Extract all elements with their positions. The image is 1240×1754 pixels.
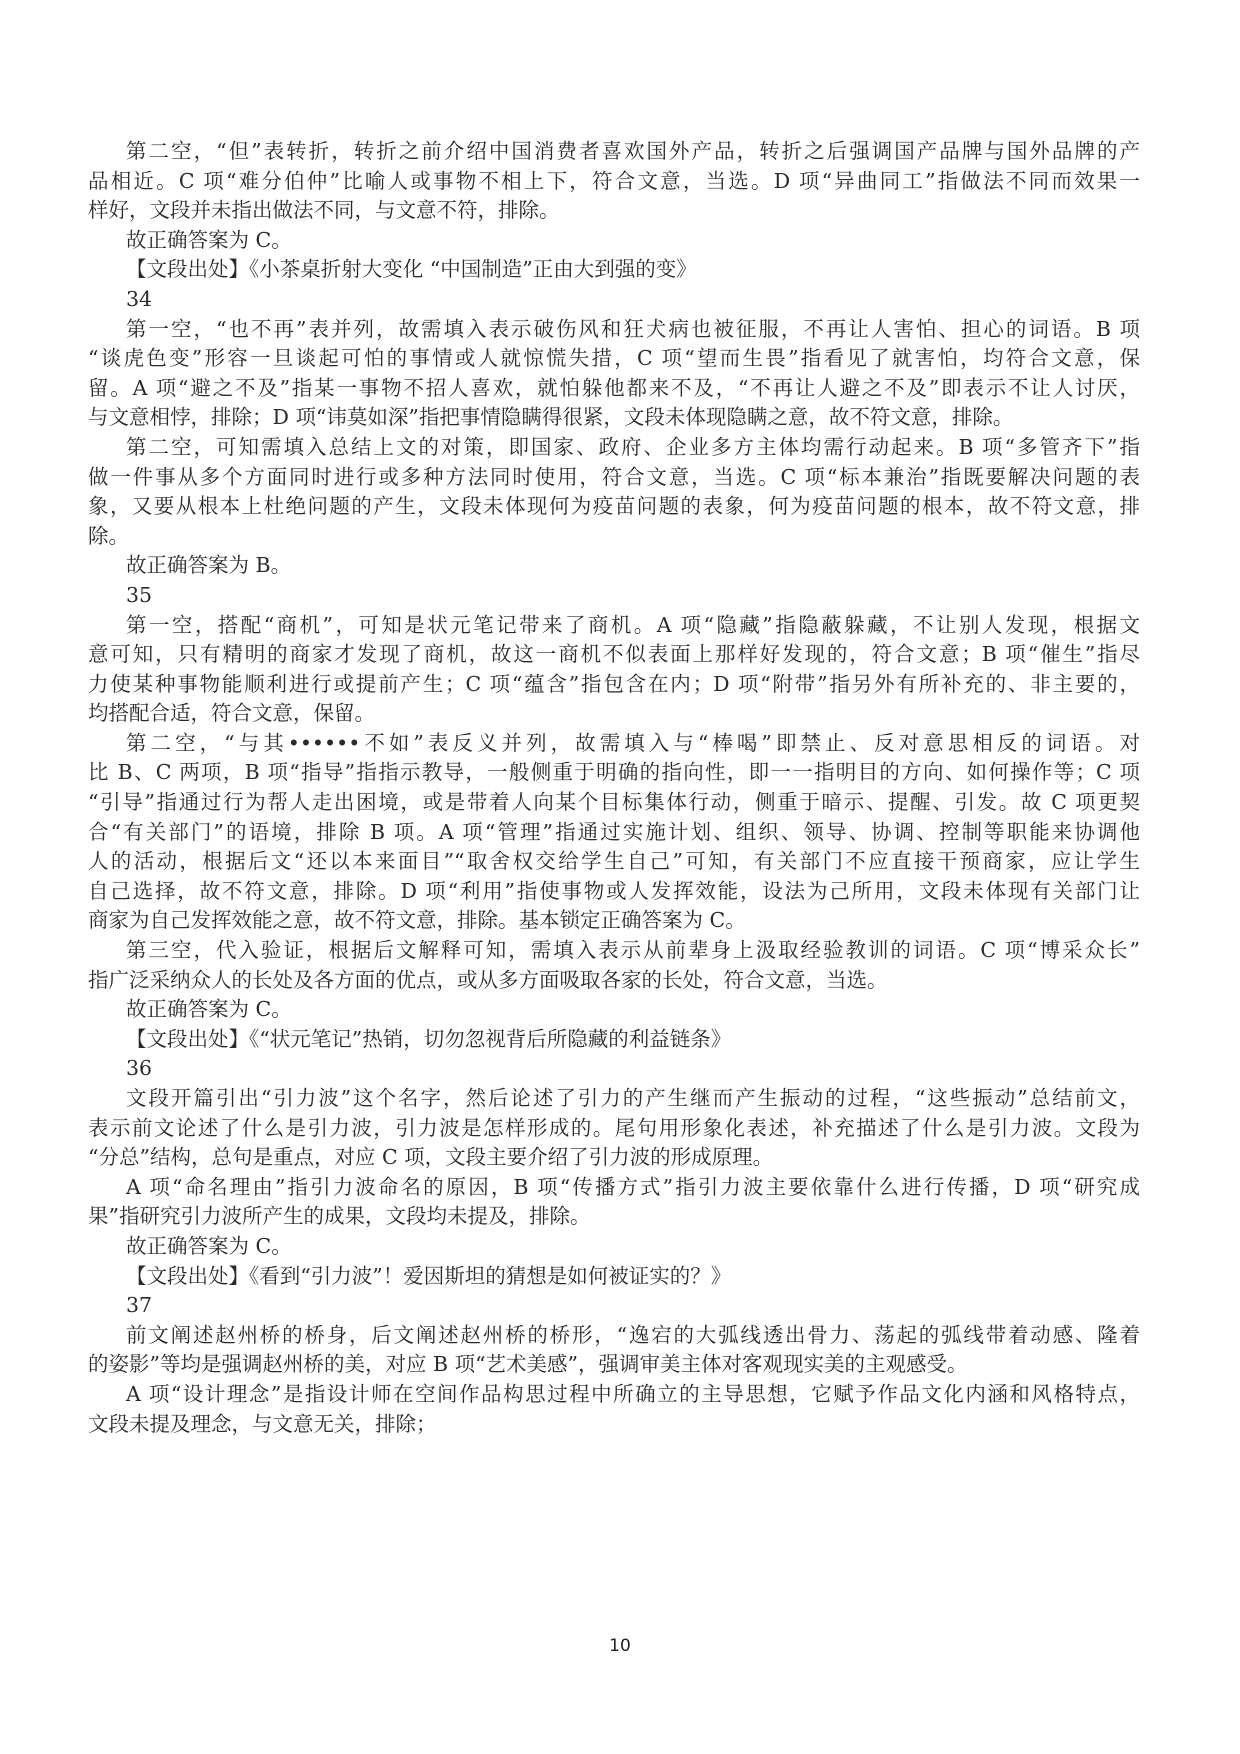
text-line: 品相近。C 项“难分伯仲”比喻人或事物不相上下，符合文意，当选。D 项“异曲同工”指做法不同而效果一 bbox=[88, 168, 1140, 193]
text-line: 商家为自己发挥效能之意，故不符文意，排除。基本锁定正确答案为 C。 bbox=[88, 908, 746, 933]
page-number: 10 bbox=[609, 1636, 631, 1656]
text-line: 第一空，搭配“商机”，可知是状元笔记带来了商机。A 项“隐藏”指隐蔽躲藏，不让别人发现，根据文 bbox=[126, 612, 1140, 637]
text-line: A 项“命名理由”指引力波命名的原因，B 项“传播方式”指引力波主要依靠什么进行传播，D 项“研究成 bbox=[126, 1174, 1140, 1199]
text-line: 第二空，可知需填入总结上文的对策，即国家、政府、企业多方主体均需行动起来。B 项“多管齐下”指 bbox=[126, 434, 1140, 459]
text-line: 的姿影”等均是强调赵州桥的美，对应 B 项“艺术美感”，强调审美主体对客观现实美的主观感受。 bbox=[88, 1352, 968, 1377]
text-line: 与文意相悖，排除；D 项“讳莫如深”指把事情隐瞒得很紧，文段未体现隐瞒之意，故不符文意，排除。 bbox=[88, 405, 1014, 430]
text-line: 35 bbox=[126, 582, 153, 607]
text-line: 自己选择，故不符文意，排除。D 项“利用”指使事物或人发挥效能，设法为己所用，文段未体现有关部门让 bbox=[88, 878, 1140, 903]
text-line: 故正确答案为 C。 bbox=[126, 227, 292, 252]
text-line: 37 bbox=[126, 1293, 153, 1318]
text-line: 果”指研究引力波所产生的成果，文段均未提及，排除。 bbox=[88, 1204, 591, 1229]
text-line: “引导”指通过行为帮人走出困境，或是带着人向某个目标集体行动，侧重于暗示、提醒、引发。故 C 项更契 bbox=[88, 790, 1140, 815]
text-line: 比 B、C 两项，B 项“指导”指指示教导，一般侧重于明确的指向性，即一一指明目的方向、如何操作等；C 项 bbox=[88, 760, 1140, 785]
text-line: “谈虎色变”形容一旦谈起可怕的事情或人就惊慌失措，C 项“望而生畏”指看见了就害怕，均符合文意，保 bbox=[88, 346, 1140, 371]
text-line: 第二空，“与其••••••不如”表反义并列，故需填入与“棒喝”即禁止、反对意思相反的词语。对 bbox=[126, 730, 1140, 755]
text-line: 除。 bbox=[88, 523, 129, 548]
text-line: 均搭配合适，符合文意，保留。 bbox=[88, 701, 375, 726]
text-line: 故正确答案为 B。 bbox=[126, 553, 292, 578]
text-line: 第三空，代入验证，根据后文解释可知，需填入表示从前辈身上汲取经验教训的词语。C 项“博采众长” bbox=[126, 938, 1140, 963]
text-line: 象，又要从根本上杜绝问题的产生，文段未体现何为疫苗问题的表象，何为疫苗问题的根本，故不符文意，排 bbox=[88, 494, 1140, 519]
text-line: 留。A 项“避之不及”指某一事物不招人喜欢，就怕躲他都来不及，“不再让人避之不及”即表示不让人讨厌， bbox=[88, 375, 1140, 400]
text-line: 表示前文论述了什么是引力波，引力波是怎样形成的。尾句用形象化表述，补充描述了什么是引力波。文段为 bbox=[88, 1115, 1140, 1140]
text-line: 36 bbox=[126, 1056, 153, 1081]
text-line: 故正确答案为 C。 bbox=[126, 997, 292, 1022]
text-line: A 项“设计理念”是指设计师在空间作品构思过程中所确立的主导思想，它赋予作品文化内涵和风格特点， bbox=[126, 1381, 1140, 1406]
text-line: 第一空，“也不再”表并列，故需填入表示破伤风和狂犬病也被征服，不再让人害怕、担心的词语。B 项 bbox=[126, 316, 1140, 341]
text-line: 意可知，只有精明的商家才发现了商机，故这一商机不似表面上那样好发现的，符合文意；B 项“催生”指尽 bbox=[88, 642, 1140, 667]
text-line: 样好，文段并未指出做法不同，与文意不符，排除。 bbox=[88, 198, 560, 223]
text-line: 人的活动，根据后文“还以本来面目”“取舍权交给学生自己”可知，有关部门不应直接干预商家，应让学生 bbox=[88, 849, 1140, 874]
text-line: 文段未提及理念，与文意无关，排除； bbox=[88, 1411, 437, 1436]
text-line: 【文段出处】《看到“引力波”！爱因斯坦的猜想是如何被证实的？》 bbox=[126, 1263, 732, 1288]
text-line: 合“有关部门”的语境，排除 B 项。A 项“管理”指通过实施计划、组织、领导、协调、控制等职能来协调他 bbox=[88, 819, 1140, 844]
text-line: 故正确答案为 C。 bbox=[126, 1233, 292, 1258]
text-line: 34 bbox=[126, 286, 153, 311]
text-line: 力使某种事物能顺利进行或提前产生；C 项“蕴含”指包含在内；D 项“附带”指另外有所补充的、非主要的， bbox=[88, 671, 1140, 696]
text-line: 【文段出处】《“状元笔记”热销，切勿忽视背后所隐藏的利益链条》 bbox=[126, 1026, 732, 1051]
text-line: 文段开篇引出“引力波”这个名字，然后论述了引力的产生继而产生振动的过程，“这些振动”总结前文， bbox=[126, 1086, 1140, 1110]
text-line: 做一件事从多个方面同时进行或多种方法同时使用，符合文意，当选。C 项“标本兼治”指既要解决问题的表 bbox=[88, 464, 1140, 489]
text-line: 第二空，“但”表转折，转折之前介绍中国消费者喜欢国外产品，转折之后强调国产品牌与国外品牌的产 bbox=[126, 139, 1140, 163]
text-line: 【文段出处】《小茶桌折射大变化 “中国制造”正由大到强的变》 bbox=[126, 257, 697, 282]
text-line: 前文阐述赵州桥的桥身，后文阐述赵州桥的桥形，“逸宕的大弧线透出骨力、荡起的弧线带着动感、隆着 bbox=[126, 1322, 1140, 1347]
document-body bbox=[88, 137, 1140, 1439]
text-line: “分总”结构，总句是重点，对应 C 项，文段主要介绍了引力波的形成原理。 bbox=[88, 1145, 774, 1170]
text-line: 指广泛采纳众人的长处及各方面的优点，或从多方面吸取各家的长处，符合文意，当选。 bbox=[88, 967, 888, 992]
